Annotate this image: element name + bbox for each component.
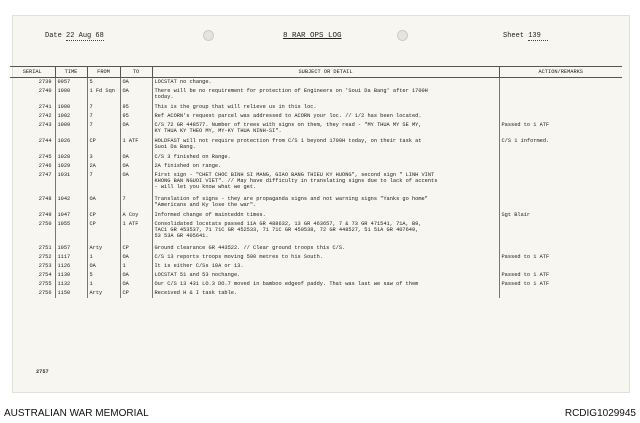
serial-cell: 2749 xyxy=(38,211,52,218)
subject-cell: C/S 3 finished on Range. xyxy=(152,153,499,162)
binder-hole xyxy=(203,30,214,41)
table-row xyxy=(10,271,622,280)
serial-cell: 2740 xyxy=(38,87,52,94)
subject-cell: It is either C/Ss 10A or 13. xyxy=(152,262,499,271)
table-header-row xyxy=(10,67,622,78)
column-header: TIME xyxy=(55,67,87,78)
table-row xyxy=(10,244,622,253)
subject-cell: HOLDFAST will not require protection from C/S 1 beyond 1700H today, on their task at Suoi Da Bang. xyxy=(152,137,499,153)
table-row xyxy=(10,137,622,153)
remarks-cell xyxy=(499,87,622,103)
subject-cell: Informed change of mainteddn times. xyxy=(152,211,499,220)
from-cell: Arty xyxy=(87,244,120,253)
to-cell: 95 xyxy=(120,103,152,112)
subject-cell: Ref ACORN's request parcel was addressed to ACORN your loc. // 1/2 has been located. xyxy=(152,112,499,121)
subject-cell: There will be no requirement for protection of Engineers on 'Soui Da Bang' after 1700H today. xyxy=(152,87,499,103)
table-row xyxy=(10,289,622,298)
time-cell: 1047 xyxy=(55,211,87,220)
subject-cell: Our C/S 13 431 LO.3 DO.7 moved in bamboo edgeof paddy. That was last we saw of them xyxy=(152,280,499,289)
time-cell: 1130 xyxy=(55,271,87,280)
subject-cell: First sign - "CHET CHOC BINH SI MANG, GIAO BANG THIEU KY HUONG", second sign " LINH VINT KHONG BAN NGUOI VIET". // May have difficulty in translating signs due to lack of accents - will let you know what we get. xyxy=(152,171,499,195)
serial-cell: 2753 xyxy=(38,262,52,269)
column-header: TO xyxy=(120,67,152,78)
table-row xyxy=(10,87,622,103)
subject-cell: Consolidated locstats passed 11A GR 488632, 13 GR 463657, 7 & 73 GR 471541, 71A, B9, TAC1 GR 453537, 71 71C GR 452533, 71 71C GR 450538, 72 GR 448527, 51 51A GR 407649, 53 53A GR 405641. xyxy=(152,220,499,244)
remarks-cell xyxy=(499,244,622,253)
table-row xyxy=(10,253,622,262)
time-cell: 1026 xyxy=(55,137,87,153)
time-cell: 1000 xyxy=(55,87,87,103)
time-cell: 1055 xyxy=(55,220,87,244)
table-row xyxy=(10,171,622,195)
time-cell: 1000 xyxy=(55,103,87,112)
from-cell: 2A xyxy=(87,162,120,171)
time-cell: 1117 xyxy=(55,253,87,262)
remarks-cell: Passed to 1 ATF xyxy=(499,121,622,137)
from-cell: CP xyxy=(87,137,120,153)
table-row xyxy=(10,195,622,211)
serial-cell: 2756 xyxy=(38,289,52,296)
from-cell: OA xyxy=(87,195,120,211)
remarks-cell xyxy=(499,171,622,195)
remarks-cell xyxy=(499,153,622,162)
table-row xyxy=(10,162,622,171)
to-cell: A Coy xyxy=(120,211,152,220)
serial-cell: 2748 xyxy=(38,195,52,202)
to-cell: CP xyxy=(120,289,152,298)
from-cell: CP xyxy=(87,220,120,244)
time-cell: 1002 xyxy=(55,112,87,121)
subject-cell: LOCSTAT 51 and 53 nochange. xyxy=(152,271,499,280)
to-cell: OA xyxy=(120,121,152,137)
from-cell: 3 xyxy=(87,153,120,162)
remarks-cell: Passed to 1 ATF xyxy=(499,253,622,262)
serial-cell: 2746 xyxy=(38,162,52,169)
from-cell: 7 xyxy=(87,112,120,121)
from-cell: CP xyxy=(87,211,120,220)
remarks-cell xyxy=(499,289,622,298)
remarks-cell xyxy=(499,162,622,171)
column-header: SUBJECT OR DETAIL xyxy=(152,67,499,78)
remarks-cell: Passed to 1 ATF xyxy=(499,271,622,280)
from-cell: 5 xyxy=(87,271,120,280)
to-cell: 1 xyxy=(120,262,152,271)
to-cell: OA xyxy=(120,162,152,171)
from-cell: 7 xyxy=(87,103,120,112)
remarks-cell xyxy=(499,78,622,87)
binder-hole xyxy=(397,30,408,41)
remarks-cell xyxy=(499,195,622,211)
to-cell: OA xyxy=(120,87,152,103)
to-cell: 7 xyxy=(120,195,152,211)
column-header: FROM xyxy=(87,67,120,78)
table-row xyxy=(10,103,622,112)
sheet-value: 139 xyxy=(528,32,548,41)
ops-log-table xyxy=(10,66,622,298)
remarks-cell: Passed to 1 ATF xyxy=(499,280,622,289)
subject-cell: 2A finished on range. xyxy=(152,162,499,171)
subject-cell: C/S 13 reports troops moving 500 metres to his South. xyxy=(152,253,499,262)
to-cell: OA xyxy=(120,78,152,87)
from-cell: 7 xyxy=(87,171,120,195)
to-cell: OA xyxy=(120,253,152,262)
serial-cell: 2755 xyxy=(38,280,52,287)
to-cell: OA xyxy=(120,153,152,162)
remarks-cell xyxy=(499,220,622,244)
to-cell: OA xyxy=(120,271,152,280)
subject-cell: Ground clearance GR 443522. // Clear ground troops this C/S. xyxy=(152,244,499,253)
remarks-cell: C/S 1 informed. xyxy=(499,137,622,153)
from-cell: 1 xyxy=(87,280,120,289)
to-cell: 95 xyxy=(120,112,152,121)
column-header: SERIAL xyxy=(10,67,55,78)
remarks-cell xyxy=(499,103,622,112)
to-cell: CP xyxy=(120,244,152,253)
table-row xyxy=(10,112,622,121)
sheet-field xyxy=(503,32,548,41)
time-cell: 1150 xyxy=(55,289,87,298)
serial-cell: 2741 xyxy=(38,103,52,110)
serial-cell: 2747 xyxy=(38,171,52,178)
from-cell: 1 xyxy=(87,253,120,262)
time-cell: 1057 xyxy=(55,244,87,253)
struck-serial: 2757 xyxy=(36,369,49,375)
from-cell: 1 Fd Sqn xyxy=(87,87,120,103)
to-cell: 1 ATF xyxy=(120,220,152,244)
time-cell: 1009 xyxy=(55,121,87,137)
serial-cell: 2751 xyxy=(38,244,52,251)
table-row xyxy=(10,121,622,137)
subject-cell: LOCSTAT no change. xyxy=(152,78,499,87)
sheet-label: Sheet xyxy=(503,32,525,40)
column-header: ACTION/REMARKS xyxy=(499,67,622,78)
from-cell: 5 xyxy=(87,78,120,87)
time-cell: 1042 xyxy=(55,195,87,211)
time-cell: 1028 xyxy=(55,153,87,162)
table-row xyxy=(10,153,622,162)
archive-id: RCDIG1029945 xyxy=(564,408,636,419)
subject-cell: C/S 72 GR 448577. Number of trees with signs on them, they read - "MY THUA MY SE MY, KY THUA KY THEO MY, MY-KY THUA NINH-SI". xyxy=(152,121,499,137)
to-cell: 1 ATF xyxy=(120,137,152,153)
from-cell: 7 xyxy=(87,121,120,137)
time-cell: 1132 xyxy=(55,280,87,289)
serial-cell: 2743 xyxy=(38,121,52,128)
serial-cell: 2739 xyxy=(38,79,52,85)
serial-cell: 2754 xyxy=(38,271,52,278)
subject-cell: This is the group that will relieve us in this loc. xyxy=(152,103,499,112)
table-row xyxy=(10,220,622,244)
serial-cell: 2752 xyxy=(38,253,52,260)
time-cell: 1029 xyxy=(55,162,87,171)
table-row xyxy=(10,211,622,220)
from-cell: Arty xyxy=(87,289,120,298)
subject-cell: Received H & I task table. xyxy=(152,289,499,298)
to-cell: OA xyxy=(120,280,152,289)
from-cell: OA xyxy=(87,262,120,271)
serial-cell: 2745 xyxy=(38,153,52,160)
remarks-cell: Sgt Blair xyxy=(499,211,622,220)
archive-label: AUSTRALIAN WAR MEMORIAL xyxy=(4,408,149,419)
date-label: Date xyxy=(45,32,62,40)
table-row xyxy=(10,262,622,271)
log-body xyxy=(10,78,622,298)
time-cell: 1126 xyxy=(55,262,87,271)
serial-cell: 2742 xyxy=(38,112,52,119)
serial-cell: 2744 xyxy=(38,137,52,144)
table-row xyxy=(10,280,622,289)
log-title: 8 RAR OPS LOG xyxy=(283,32,342,40)
date-field xyxy=(45,32,104,41)
remarks-cell xyxy=(499,262,622,271)
time-cell: 1031 xyxy=(55,171,87,195)
serial-cell: 2750 xyxy=(38,220,52,227)
subject-cell: Translation of signs - they are propaganda signs and not warning signs "Yanks go home" "Americans and Ky lose the war". xyxy=(152,195,499,211)
table-row xyxy=(10,78,622,87)
date-value: 22 Aug 68 xyxy=(66,32,104,40)
remarks-cell xyxy=(499,112,622,121)
time-cell: 0957 xyxy=(55,78,87,87)
to-cell: OA xyxy=(120,171,152,195)
